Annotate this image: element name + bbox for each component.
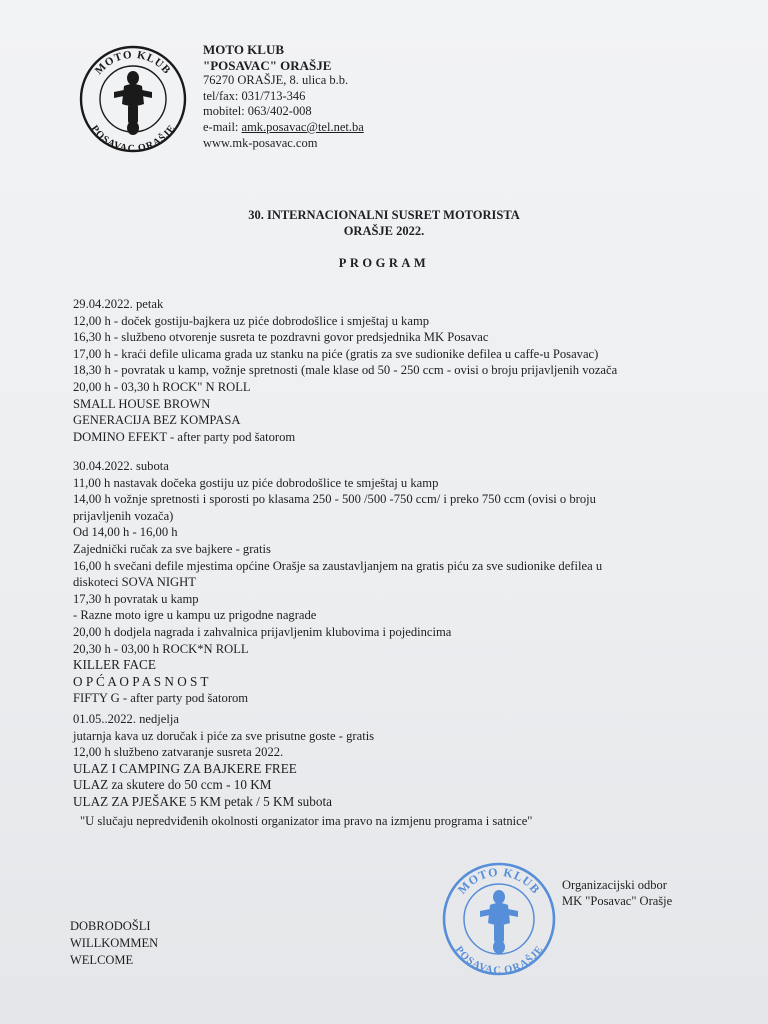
day1-date: 29.04.2022. petak <box>73 297 164 311</box>
day1-line: 12,00 h - doček gostiju-bajkera uz piće dobrodošlice i smještaj u kamp <box>73 313 430 328</box>
stamp-bottom-text: POSAVAC ORAŠJE <box>452 944 546 977</box>
day2-line: diskoteci SOVA NIGHT <box>73 575 196 590</box>
motorcycle-rider-icon <box>114 71 152 135</box>
stamp-top-text: MOTO KLUB <box>454 864 544 897</box>
day3-section <box>73 711 374 811</box>
day3-entry: ULAZ I CAMPING ZA BAJKERE FREE <box>73 760 297 776</box>
organizer-signature <box>562 877 672 909</box>
day2-line: 20,30 h - 03,00 h ROCK*N ROLL <box>73 641 249 656</box>
day2-band: FIFTY G - after party pod šatorom <box>73 691 249 706</box>
club-header <box>203 42 364 151</box>
day2-line: - Razne moto igre u kampu uz prigodne nagrade <box>73 608 317 623</box>
day2-band: KILLER FACE <box>73 657 156 673</box>
welcome-line: WILLKOMMEN <box>70 936 159 950</box>
day2-line: 16,00 h svečani defile mjestima općine Orašje sa zaustavljanjem na gratis piću za sve sudionike defilea u <box>73 558 603 573</box>
email-link[interactable]: amk.posavac@tel.net.ba <box>241 119 364 134</box>
day3-date: 01.05..2022. nedjelja <box>73 712 179 726</box>
day1-section <box>73 296 617 445</box>
club-email-line <box>203 120 364 136</box>
day2-section <box>73 458 602 707</box>
day2-line: 20,00 h dodjela nagrada i zahvalnica prijavljenim klubovima i pojedincima <box>73 624 452 639</box>
day2-band: O P Ć A O P A S N O S T <box>73 673 209 689</box>
day2-line: 11,00 h nastavak dočeka gostiju uz piće dobrodošlice te smještaj u kamp <box>73 475 439 490</box>
moto-klub-logo <box>78 44 188 154</box>
day1-band: GENERACIJA BEZ KOMPASA <box>73 413 241 428</box>
welcome-block <box>70 918 158 969</box>
club-quote: "POSAVAC" ORAŠJE <box>203 57 332 73</box>
club-website: www.mk-posavac.com <box>203 135 318 150</box>
event-subtitle: ORAŠJE 2022. <box>343 224 425 238</box>
day1-line: 17,00 h - kraći defile ulicama grada uz stanku na piće (gratis za sve sudionike defilea u caffe-u Posavac) <box>73 346 599 361</box>
day2-line: prijavljenih vozača) <box>73 508 174 523</box>
stamp-motorcycle-icon <box>480 890 518 954</box>
day1-band: SMALL HOUSE BROWN <box>73 396 211 411</box>
club-mobile: mobitel: 063/402-008 <box>203 104 312 119</box>
day3-line: 12,00 h službeno zatvaranje susreta 2022. <box>73 745 284 760</box>
day2-line: Zajednički ručak za sve bajkere - gratis <box>73 541 271 556</box>
event-title: 30. INTERNACIONALNI SUSRET MOTORISTA <box>248 208 520 222</box>
welcome-line: DOBRODOŠLI <box>70 919 151 933</box>
day3-entry: ULAZ za skutere do 50 ccm - 10 KM <box>73 777 272 793</box>
day2-line: 14,00 h vožnje spretnosti i sporosti po klasama 250 - 500 /500 -750 ccm/ i preko 750 ccm (ovisi o broju <box>73 492 596 507</box>
club-address: 76270 ORAŠJE, 8. ulica b.b. <box>203 73 349 88</box>
organizer-line2: MK "Posavac" Orašje <box>562 894 673 908</box>
club-telfax: tel/fax: 031/713-346 <box>203 88 306 103</box>
day1-line: 18,30 h - povratak u kamp, vožnje spretnosti (male klase od 50 - 250 ccm - ovisi o broju prijavljenih vozača <box>73 363 618 378</box>
day2-date: 30.04.2022. subota <box>73 459 169 473</box>
logo-bottom-text: POSAVAC ORAŠJE <box>88 123 178 154</box>
disclaimer-note: "U slučaju nepredviđenih okolnosti organizator ima pravo na izmjenu programa i satnice" <box>80 814 533 828</box>
club-name: MOTO KLUB <box>203 42 285 57</box>
day1-line: 20,00 h - 03,30 h ROCK" N ROLL <box>73 379 251 394</box>
day3-line: jutarnja kava uz doručak i piće za sve prisutne goste - gratis <box>73 728 375 743</box>
day2-line: 17,30 h povratak u kamp <box>73 591 199 606</box>
welcome-line: WELCOME <box>70 953 134 967</box>
organizer-line1: Organizacijski odbor <box>562 878 667 892</box>
day1-line: 16,30 h - službeno otvorenje susreta te pozdravni govor predsjednika MK Posavac <box>73 330 489 345</box>
email-label: e-mail: <box>203 119 242 134</box>
day1-band: DOMINO EFEKT - after party pod šatorom <box>73 429 296 444</box>
day2-line: Od 14,00 h - 16,00 h <box>73 525 178 540</box>
logo-top-text: MOTO KLUB <box>92 48 174 77</box>
day3-entry: ULAZ ZA PJEŠAKE 5 KM petak / 5 KM subota <box>73 793 332 809</box>
program-heading: PROGRAM <box>338 256 430 270</box>
club-stamp <box>440 860 558 978</box>
